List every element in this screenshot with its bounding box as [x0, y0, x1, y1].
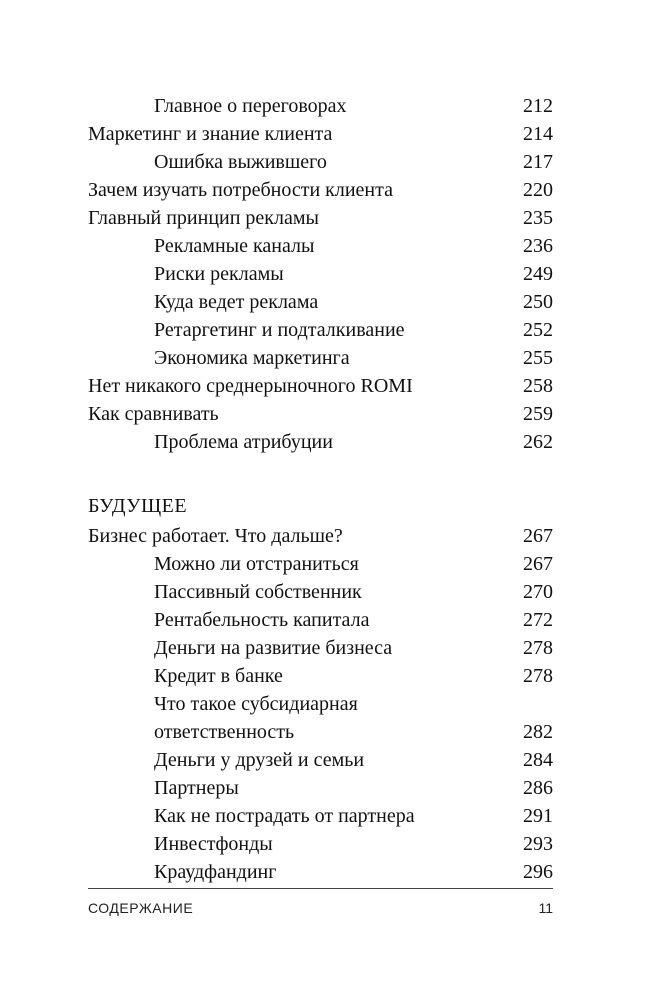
toc-entry-page: 293: [523, 833, 553, 855]
toc-entry-title: Куда ведет реклама: [154, 291, 319, 313]
toc-entry-title: ответственность: [154, 721, 295, 743]
toc-entry-page: 278: [523, 665, 553, 687]
toc-entry-page: 278: [523, 637, 553, 659]
toc-entry-page: 250: [523, 291, 553, 313]
toc-entry-page: 272: [523, 609, 553, 631]
toc-entry-page: 212: [523, 95, 553, 117]
toc-entry: [88, 550, 553, 578]
toc-entry-title: Как не пострадать от партнера: [154, 805, 415, 827]
section-heading: БУДУЩЕЕ: [88, 495, 188, 517]
toc-entry-title: Проблема атрибуции: [154, 431, 333, 453]
toc-entry-page: 220: [523, 179, 553, 201]
toc-entry: [88, 204, 553, 232]
toc-entry-title: Деньги у друзей и семьи: [154, 749, 365, 771]
toc-entry: [88, 690, 553, 718]
toc-entry-title: Кредит в банке: [154, 665, 283, 687]
toc-entry: [88, 746, 553, 774]
toc-entry-title: Зачем изучать потребности клиента: [88, 179, 393, 201]
toc-entry: [88, 662, 553, 690]
table-of-contents: [88, 92, 553, 886]
toc-entry: [88, 606, 553, 634]
toc-entry-page: 217: [523, 151, 553, 173]
toc-entry: [88, 344, 553, 372]
toc-entry-page: 284: [523, 749, 553, 771]
toc-entry-title: Партнеры: [154, 777, 239, 799]
toc-entry-page: 262: [523, 431, 553, 453]
toc-entry: [88, 400, 553, 428]
toc-entry: [88, 288, 553, 316]
toc-entry: [88, 718, 553, 746]
toc-entry-page: 259: [523, 403, 553, 425]
toc-part-2: [88, 522, 553, 886]
toc-entry-title: Можно ли отстраниться: [154, 553, 359, 575]
toc-entry: [88, 774, 553, 802]
toc-entry: [88, 92, 553, 120]
toc-entry-title: Деньги на развитие бизнеса: [154, 637, 393, 659]
section-gap: [88, 456, 553, 490]
toc-entry-page: 249: [523, 263, 553, 285]
toc-entry: [88, 858, 553, 886]
toc-entry-page: 235: [523, 207, 553, 229]
toc-entry-title: Краудфандинг: [154, 861, 277, 883]
toc-entry: [88, 634, 553, 662]
toc-entry: [88, 232, 553, 260]
toc-entry: [88, 522, 553, 550]
toc-entry-title: Как сравнивать: [88, 403, 219, 425]
toc-entry-page: 214: [523, 123, 553, 145]
toc-entry: [88, 120, 553, 148]
toc-part-1: [88, 92, 553, 456]
toc-entry-page: 291: [523, 805, 553, 827]
toc-entry: [88, 830, 553, 858]
toc-entry-page: 258: [523, 375, 553, 397]
toc-entry-page: 236: [523, 235, 553, 257]
toc-entry-title: Инвестфонды: [154, 833, 273, 855]
toc-entry-title: Пассивный собственник: [154, 581, 362, 603]
running-footer-title: СОДЕРЖАНИЕ: [88, 900, 194, 916]
toc-entry-title: Что такое субсидиарная: [154, 693, 358, 715]
toc-entry: [88, 148, 553, 176]
page-number: 11: [538, 900, 553, 916]
toc-entry: [88, 372, 553, 400]
toc-entry-title: Маркетинг и знание клиента: [88, 123, 333, 145]
toc-entry-title: Главное о переговорах: [154, 95, 347, 117]
toc-entry: [88, 578, 553, 606]
toc-entry-page: 282: [523, 721, 553, 743]
toc-entry-page: 286: [523, 777, 553, 799]
toc-entry-page: 255: [523, 347, 553, 369]
toc-entry-title: Экономика маркетинга: [154, 347, 350, 369]
toc-entry-title: Бизнес работает. Что дальше?: [88, 525, 343, 547]
toc-entry-page: 296: [523, 861, 553, 883]
toc-entry-page: 270: [523, 581, 553, 603]
toc-entry-page: 267: [523, 553, 553, 575]
toc-entry: [88, 260, 553, 288]
toc-entry-title: Риски рекламы: [154, 263, 284, 285]
toc-entry-title: Рентабельность капитала: [154, 609, 370, 631]
toc-entry-title: Главный принцип рекламы: [88, 207, 319, 229]
toc-entry-title: Ретаргетинг и подталкивание: [154, 319, 405, 341]
toc-entry-page: 267: [523, 525, 553, 547]
toc-entry-title: Ошибка выжившего: [154, 151, 327, 173]
toc-entry-title: Нет никакого среднерыночного ROMI: [88, 375, 413, 397]
toc-entry-title: Рекламные каналы: [154, 235, 315, 257]
toc-entry: [88, 176, 553, 204]
toc-entry: [88, 802, 553, 830]
footer-divider: [88, 888, 553, 889]
toc-entry-page: 252: [523, 319, 553, 341]
toc-entry: [88, 316, 553, 344]
toc-entry: [88, 428, 553, 456]
